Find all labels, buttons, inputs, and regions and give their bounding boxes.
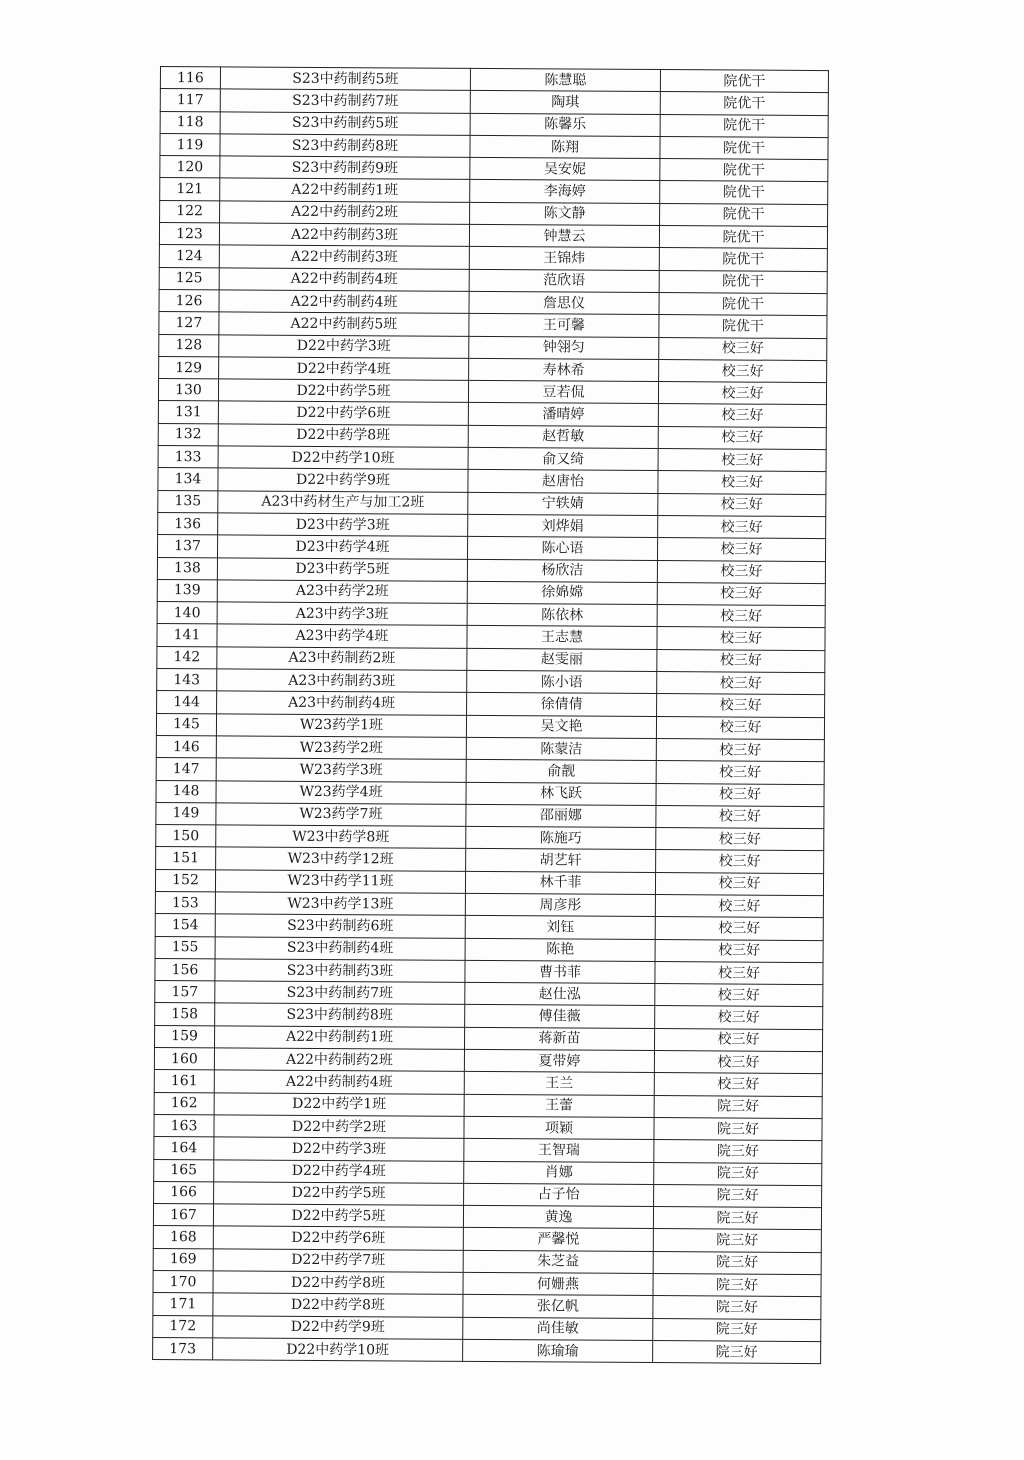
row-number-cell: 150 (156, 825, 216, 848)
class-name-cell: D22中药学1班 (214, 1093, 464, 1117)
student-name-cell: 王锦炜 (469, 247, 659, 270)
row-number-cell: 132 (158, 423, 218, 446)
row-number-cell: 149 (156, 802, 216, 825)
award-cell: 院优干 (660, 203, 828, 226)
row-number-cell: 155 (155, 936, 215, 959)
class-name-cell: A22中药制药2班 (214, 1048, 464, 1072)
class-name-cell: D22中药学8班 (218, 424, 468, 448)
student-name-cell: 陈依林 (467, 604, 657, 627)
row-number-cell: 152 (155, 869, 215, 892)
row-number-cell: 130 (158, 379, 218, 402)
class-name-cell: W23药学3班 (216, 758, 466, 782)
class-name-cell: S23中药制药8班 (215, 1003, 465, 1027)
award-cell: 院优干 (659, 270, 827, 293)
award-cell: 院优干 (660, 92, 828, 115)
row-number-cell: 173 (153, 1337, 213, 1360)
award-cell: 校三好 (658, 382, 826, 405)
student-name-cell: 钟翎匀 (469, 336, 659, 359)
award-cell: 校三好 (657, 582, 825, 605)
award-cell: 校三好 (657, 649, 825, 672)
award-cell: 校三好 (656, 761, 824, 784)
class-name-cell: D22中药学6班 (218, 401, 468, 425)
award-cell: 校三好 (658, 471, 826, 494)
class-name-cell: A23中药制药4班 (217, 691, 467, 715)
award-cell: 校三好 (656, 783, 824, 806)
class-name-cell: S23中药制药7班 (215, 981, 465, 1005)
student-name-cell: 陈馨乐 (470, 113, 660, 136)
class-name-cell: W23中药学13班 (215, 892, 465, 916)
class-name-cell: A23中药学3班 (217, 602, 467, 626)
award-cell: 校三好 (658, 493, 826, 516)
student-name-cell: 占子怡 (464, 1183, 654, 1206)
student-name-cell: 陈小语 (467, 670, 657, 693)
award-cell: 院优干 (660, 159, 828, 182)
class-name-cell: A22中药制药5班 (219, 312, 469, 336)
student-name-cell: 刘钰 (465, 916, 655, 939)
row-number-cell: 122 (160, 200, 220, 223)
award-cell: 校三好 (656, 716, 824, 739)
row-number-cell: 171 (153, 1293, 213, 1316)
row-number-cell: 120 (160, 156, 220, 179)
award-cell: 校三好 (654, 1073, 822, 1096)
student-name-cell: 赵唐怡 (468, 470, 658, 493)
row-number-cell: 125 (159, 267, 219, 290)
class-name-cell: A23中药学4班 (217, 624, 467, 648)
award-cell: 院优干 (659, 226, 827, 249)
award-cell: 院三好 (654, 1095, 822, 1118)
award-cell: 院三好 (653, 1207, 821, 1230)
student-name-cell: 潘晴婷 (468, 403, 658, 426)
class-name-cell: W23中药学11班 (215, 870, 465, 894)
row-number-cell: 172 (153, 1315, 213, 1338)
student-name-cell: 邵丽娜 (466, 804, 656, 827)
student-name-cell: 陈施巧 (466, 826, 656, 849)
award-cell: 校三好 (657, 605, 825, 628)
student-name-cell: 陈艳 (465, 938, 655, 961)
student-name-cell: 寿林希 (469, 358, 659, 381)
student-name-cell: 陈蒙洁 (466, 737, 656, 760)
award-cell: 校三好 (657, 538, 825, 561)
row-number-cell: 131 (158, 401, 218, 424)
award-cell: 校三好 (659, 337, 827, 360)
class-name-cell: D22中药学5班 (213, 1204, 463, 1228)
class-name-cell: A22中药制药4班 (219, 268, 469, 292)
student-name-cell: 徐婂嫦 (467, 581, 657, 604)
award-cell: 院优干 (660, 181, 828, 204)
award-cell: 校三好 (659, 359, 827, 382)
award-cell: 校三好 (657, 560, 825, 583)
row-number-cell: 164 (154, 1137, 214, 1160)
row-number-cell: 163 (154, 1114, 214, 1137)
student-name-cell: 傅佳薇 (465, 1005, 655, 1028)
row-number-cell: 167 (153, 1204, 213, 1227)
award-cell: 校三好 (657, 627, 825, 650)
student-name-cell: 朱芝益 (463, 1250, 653, 1273)
class-name-cell: S23中药制药9班 (220, 156, 470, 180)
student-name-cell: 曹书菲 (465, 960, 655, 983)
student-name-cell: 徐倩倩 (467, 693, 657, 716)
student-name-cell: 陶琪 (470, 91, 660, 114)
row-number-cell: 162 (154, 1092, 214, 1115)
row-number-cell: 148 (156, 780, 216, 803)
row-number-cell: 116 (160, 67, 220, 90)
student-name-cell: 王蕾 (464, 1094, 654, 1117)
row-number-cell: 143 (157, 669, 217, 692)
class-name-cell: S23中药制药3班 (215, 959, 465, 983)
row-number-cell: 134 (158, 468, 218, 491)
row-number-cell: 166 (154, 1181, 214, 1204)
award-cell: 院三好 (653, 1296, 821, 1319)
award-cell: 院三好 (654, 1184, 822, 1207)
row-number-cell: 135 (158, 490, 218, 513)
class-name-cell: D22中药学5班 (218, 379, 468, 403)
student-name-cell: 吴文艳 (466, 715, 656, 738)
student-name-cell: 李海婷 (470, 180, 660, 203)
award-cell: 校三好 (658, 515, 826, 538)
award-cell: 院优干 (660, 70, 828, 93)
award-cell: 院三好 (653, 1274, 821, 1297)
row-number-cell: 123 (159, 223, 219, 246)
award-cell: 校三好 (656, 805, 824, 828)
award-cell: 院三好 (654, 1117, 822, 1140)
class-name-cell: A22中药制药4班 (214, 1070, 464, 1094)
student-name-cell: 王志慧 (467, 626, 657, 649)
award-cell: 校三好 (655, 984, 823, 1007)
row-number-cell: 126 (159, 289, 219, 312)
award-cell: 院优干 (659, 248, 827, 271)
student-name-cell: 陈慧聪 (470, 68, 660, 91)
award-cell: 校三好 (655, 895, 823, 918)
class-name-cell: A23中药制药3班 (217, 669, 467, 693)
class-name-cell: S23中药制药4班 (215, 936, 465, 960)
row-number-cell: 146 (156, 735, 216, 758)
row-number-cell: 156 (155, 958, 215, 981)
class-name-cell: D22中药学4班 (219, 357, 469, 381)
class-name-cell: S23中药制药7班 (220, 89, 470, 113)
award-cell: 院优干 (660, 136, 828, 159)
row-number-cell: 169 (153, 1248, 213, 1271)
student-name-cell: 俞靓 (466, 760, 656, 783)
award-cell: 校三好 (654, 1051, 822, 1074)
student-name-cell: 黄逸 (463, 1206, 653, 1229)
student-name-cell: 俞又绮 (468, 447, 658, 470)
class-name-cell: D22中药学9班 (213, 1315, 463, 1339)
award-cell: 院优干 (659, 315, 827, 338)
student-name-cell: 詹思仪 (469, 291, 659, 314)
row-number-cell: 157 (155, 981, 215, 1004)
student-name-cell: 钟慧云 (469, 224, 659, 247)
class-name-cell: A23中药制药2班 (217, 647, 467, 671)
row-number-cell: 121 (160, 178, 220, 201)
row-number-cell: 136 (158, 512, 218, 535)
row-number-cell: 119 (160, 133, 220, 156)
class-name-cell: D22中药学10班 (218, 446, 468, 470)
class-name-cell: A23中药材生产与加工2班 (218, 491, 468, 515)
class-name-cell: S23中药制药5班 (220, 111, 470, 135)
student-name-cell: 陈瑜瑜 (463, 1339, 653, 1362)
class-name-cell: D22中药学6班 (213, 1226, 463, 1250)
student-name-cell: 张亿帆 (463, 1295, 653, 1318)
class-name-cell: A22中药制药2班 (220, 201, 470, 225)
class-name-cell: A22中药制药4班 (219, 290, 469, 314)
row-number-cell: 168 (153, 1226, 213, 1249)
award-cell: 院三好 (653, 1251, 821, 1274)
row-number-cell: 117 (160, 89, 220, 112)
student-name-cell: 严馨悦 (463, 1228, 653, 1251)
class-name-cell: D23中药学4班 (217, 535, 467, 559)
award-cell: 校三好 (655, 961, 823, 984)
class-name-cell: W23中药学8班 (216, 825, 466, 849)
student-name-cell: 周彦彤 (465, 893, 655, 916)
row-number-cell: 144 (157, 691, 217, 714)
student-name-cell: 宁轶婧 (468, 492, 658, 515)
class-name-cell: D22中药学9班 (218, 468, 468, 492)
class-name-cell: S23中药制药6班 (215, 914, 465, 938)
class-name-cell: S23中药制药8班 (220, 134, 470, 158)
student-name-cell: 尚佳敏 (463, 1317, 653, 1340)
award-cell: 院三好 (653, 1318, 821, 1341)
award-cell: 校三好 (655, 1006, 823, 1029)
award-cell: 院优干 (659, 293, 827, 316)
class-name-cell: D23中药学3班 (218, 513, 468, 537)
award-cell: 院三好 (654, 1162, 822, 1185)
class-name-cell: A22中药制药1班 (220, 178, 470, 202)
class-name-cell: S23中药制药5班 (220, 67, 470, 91)
class-name-cell: W23药学7班 (216, 803, 466, 827)
student-name-cell: 杨欣洁 (467, 559, 657, 582)
class-name-cell: D22中药学7班 (213, 1249, 463, 1273)
student-name-cell: 林千菲 (465, 871, 655, 894)
class-name-cell: D22中药学2班 (214, 1115, 464, 1139)
class-name-cell: D22中药学10班 (213, 1338, 463, 1362)
award-cell: 院三好 (653, 1229, 821, 1252)
row-number-cell: 127 (159, 312, 219, 335)
student-name-cell: 陈文静 (470, 202, 660, 225)
student-name-cell: 肖娜 (464, 1161, 654, 1184)
student-name-cell: 何姗燕 (463, 1272, 653, 1295)
class-name-cell: D22中药学8班 (213, 1293, 463, 1317)
award-cell: 校三好 (655, 872, 823, 895)
student-name-cell: 陈翔 (470, 135, 660, 158)
student-name-cell: 王可馨 (469, 314, 659, 337)
student-name-cell: 范欣语 (469, 269, 659, 292)
student-name-cell: 吴安妮 (470, 158, 660, 181)
award-cell: 校三好 (658, 426, 826, 449)
student-name-cell: 刘烨娟 (468, 514, 658, 537)
student-name-cell: 林飞跃 (466, 782, 656, 805)
student-name-cell: 夏带婷 (464, 1049, 654, 1072)
award-cell: 校三好 (656, 828, 824, 851)
row-number-cell: 137 (158, 535, 218, 558)
award-cell: 校三好 (654, 1028, 822, 1051)
student-name-cell: 王智瑞 (464, 1139, 654, 1162)
award-cell: 院三好 (653, 1340, 821, 1363)
row-number-cell: 139 (157, 579, 217, 602)
table-row (153, 1337, 821, 1363)
class-name-cell: A22中药制药3班 (219, 223, 469, 247)
row-number-cell: 138 (157, 557, 217, 580)
row-number-cell: 153 (155, 891, 215, 914)
student-name-cell: 赵雯丽 (467, 648, 657, 671)
class-name-cell: W23药学2班 (216, 736, 466, 760)
row-number-cell: 140 (157, 602, 217, 625)
class-name-cell: D22中药学3班 (219, 334, 469, 358)
student-name-cell: 赵仕泓 (465, 983, 655, 1006)
row-number-cell: 159 (155, 1025, 215, 1048)
award-cell: 校三好 (658, 449, 826, 472)
row-number-cell: 118 (160, 111, 220, 134)
award-cell: 校三好 (655, 917, 823, 940)
row-number-cell: 129 (159, 356, 219, 379)
roster-body (153, 67, 829, 1364)
class-name-cell: W23药学1班 (216, 713, 466, 737)
award-roster-table (152, 66, 829, 1364)
row-number-cell: 147 (156, 758, 216, 781)
class-name-cell: A23中药学2班 (217, 580, 467, 604)
row-number-cell: 160 (154, 1048, 214, 1071)
class-name-cell: D22中药学4班 (214, 1159, 464, 1183)
student-name-cell: 蒋新苗 (464, 1027, 654, 1050)
student-name-cell: 项颖 (464, 1116, 654, 1139)
class-name-cell: D22中药学3班 (214, 1137, 464, 1161)
row-number-cell: 165 (154, 1159, 214, 1182)
award-cell: 校三好 (656, 850, 824, 873)
row-number-cell: 133 (158, 446, 218, 469)
award-cell: 院优干 (660, 114, 828, 137)
student-name-cell: 豆若侃 (468, 381, 658, 404)
student-name-cell: 赵哲敏 (468, 425, 658, 448)
student-name-cell: 王兰 (464, 1072, 654, 1095)
row-number-cell: 161 (154, 1070, 214, 1093)
row-number-cell: 158 (155, 1003, 215, 1026)
award-cell: 校三好 (655, 939, 823, 962)
row-number-cell: 154 (155, 914, 215, 937)
class-name-cell: A22中药制药1班 (215, 1026, 465, 1050)
row-number-cell: 145 (156, 713, 216, 736)
class-name-cell: D23中药学5班 (217, 557, 467, 581)
award-cell: 校三好 (658, 404, 826, 427)
award-cell: 校三好 (656, 738, 824, 761)
row-number-cell: 142 (157, 646, 217, 669)
row-number-cell: 128 (159, 334, 219, 357)
student-name-cell: 陈心语 (467, 537, 657, 560)
row-number-cell: 151 (156, 847, 216, 870)
award-cell: 院三好 (654, 1140, 822, 1163)
class-name-cell: D22中药学5班 (214, 1182, 464, 1206)
class-name-cell: D22中药学8班 (213, 1271, 463, 1295)
class-name-cell: A22中药制药3班 (219, 245, 469, 269)
student-name-cell: 胡艺轩 (466, 849, 656, 872)
award-cell: 校三好 (657, 694, 825, 717)
row-number-cell: 170 (153, 1271, 213, 1294)
award-cell: 校三好 (657, 672, 825, 695)
class-name-cell: W23中药学12班 (216, 847, 466, 871)
row-number-cell: 141 (157, 624, 217, 647)
class-name-cell: W23药学4班 (216, 780, 466, 804)
row-number-cell: 124 (159, 245, 219, 268)
